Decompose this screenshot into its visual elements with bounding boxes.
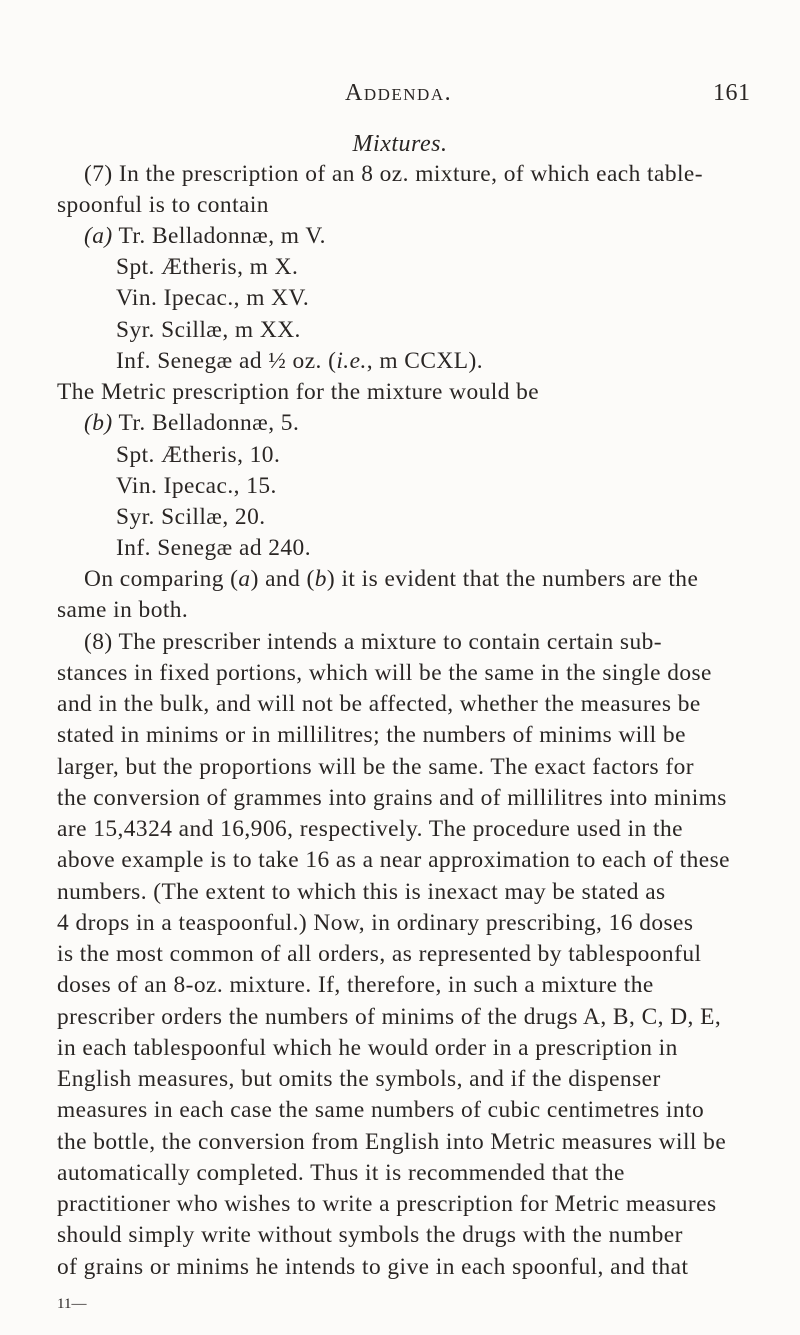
- list-b-item-1-text: Tr. Belladonnæ, 5.: [112, 410, 300, 436]
- paragraph-8-line: the conversion of grammes into grains and of millilitres into minims: [57, 785, 727, 811]
- signature-mark: 11—: [57, 1296, 87, 1312]
- comparing-text-1: On comparing (: [84, 566, 239, 592]
- paragraph-8-line: measures in each case the same numbers of cubic centimetres into: [57, 1097, 705, 1123]
- paragraph-7-line-2: spoonful is to contain: [57, 192, 269, 218]
- list-b-item-4: Syr. Scillæ, 20.: [116, 504, 266, 530]
- list-a-label: (a): [84, 223, 113, 249]
- list-a-item-2: Spt. Ætheris, m X.: [116, 254, 299, 280]
- list-b-label: (b): [84, 410, 113, 436]
- paragraph-8-line: (8) The prescriber intends a mixture to contain certain sub-: [84, 629, 663, 655]
- comparing-text-3: ) it is evident that the numbers are the: [326, 566, 699, 592]
- paragraph-8-line: are 15,4324 and 16,906, respectively. The procedure used in the: [57, 816, 683, 842]
- paragraph-8-line: numbers. (The extent to which this is inexact may be stated as: [57, 879, 666, 905]
- running-head: [0, 80, 800, 112]
- list-a-item-4: Syr. Scillæ, m XX.: [116, 317, 301, 343]
- paragraph-8-line: stated in minims or in millilitres; the numbers of minims will be: [57, 722, 686, 748]
- paragraph-8-line: should simply write without symbols the drugs with the number: [57, 1222, 683, 1248]
- paragraph-7-line-1: (7) In the prescription of an 8 oz. mixture, of which each table-: [84, 161, 703, 187]
- list-a-item-5-before: Inf. Senegæ ad ½ oz. (: [116, 348, 337, 374]
- list-b-item-5: Inf. Senegæ ad 240.: [116, 535, 311, 561]
- paragraph-8-line: larger, but the proportions will be the same. The exact factors for: [57, 754, 694, 780]
- list-a-item-5-ie: i.e.: [336, 348, 367, 374]
- paragraph-8-line: above example is to take 16 as a near approximation to each of these: [57, 847, 730, 873]
- list-a-item-5: [116, 346, 483, 376]
- section-heading: Mixtures.: [352, 131, 448, 157]
- list-a-item-1: [84, 221, 326, 251]
- comparing-line-2: same in both.: [57, 597, 189, 623]
- paragraph-8-line: and in the bulk, and will not be affected, whether the measures be: [57, 691, 701, 717]
- page-number: 161: [713, 80, 751, 106]
- list-a-item-1-text: Tr. Belladonnæ, m V.: [112, 223, 326, 249]
- list-a-item-5-after: , m CCXL).: [366, 348, 484, 374]
- paragraph-8-line: 4 drops in a teaspoonful.) Now, in ordinary prescribing, 16 doses: [57, 910, 694, 936]
- paragraph-8-line: of grains or minims he intends to give in each spoonful, and that: [57, 1254, 689, 1280]
- paragraph-8-line: English measures, but omits the symbols, and if the dispenser: [57, 1066, 661, 1092]
- paragraph-8-line: stances in fixed portions, which will be the same in the single dose: [57, 660, 712, 686]
- paragraph-8-line: prescriber orders the numbers of minims of the drugs A, B, C, D, E,: [57, 1004, 722, 1030]
- paragraph-8-line: in each tablespoonful which he would order in a prescription in: [57, 1035, 678, 1061]
- comparing-letter-b: b: [314, 566, 327, 592]
- list-b-item-1: [84, 408, 299, 438]
- paragraph-8-line: practitioner who wishes to write a prescription for Metric measures: [57, 1191, 717, 1217]
- paragraph-8-line: doses of an 8-oz. mixture. If, therefore, in such a mixture the: [57, 972, 654, 998]
- list-a-item-3: Vin. Ipecac., m XV.: [116, 285, 310, 311]
- comparing-text-2: ) and (: [250, 566, 315, 592]
- paragraph-8-line: the bottle, the conversion from English into Metric measures will be: [57, 1129, 727, 1155]
- comparing-line-1: [84, 564, 698, 594]
- running-title: Addenda.: [345, 80, 453, 106]
- paragraph-8-line: is the most common of all orders, as represented by tablespoonful: [57, 941, 702, 967]
- list-b-item-2: Spt. Ætheris, 10.: [116, 442, 281, 468]
- list-b-item-3: Vin. Ipecac., 15.: [116, 473, 277, 499]
- paragraph-8-line: automatically completed. Thus it is recommended that the: [57, 1160, 625, 1186]
- metric-intro: The Metric prescription for the mixture would be: [57, 379, 540, 405]
- comparing-letter-a: a: [238, 566, 251, 592]
